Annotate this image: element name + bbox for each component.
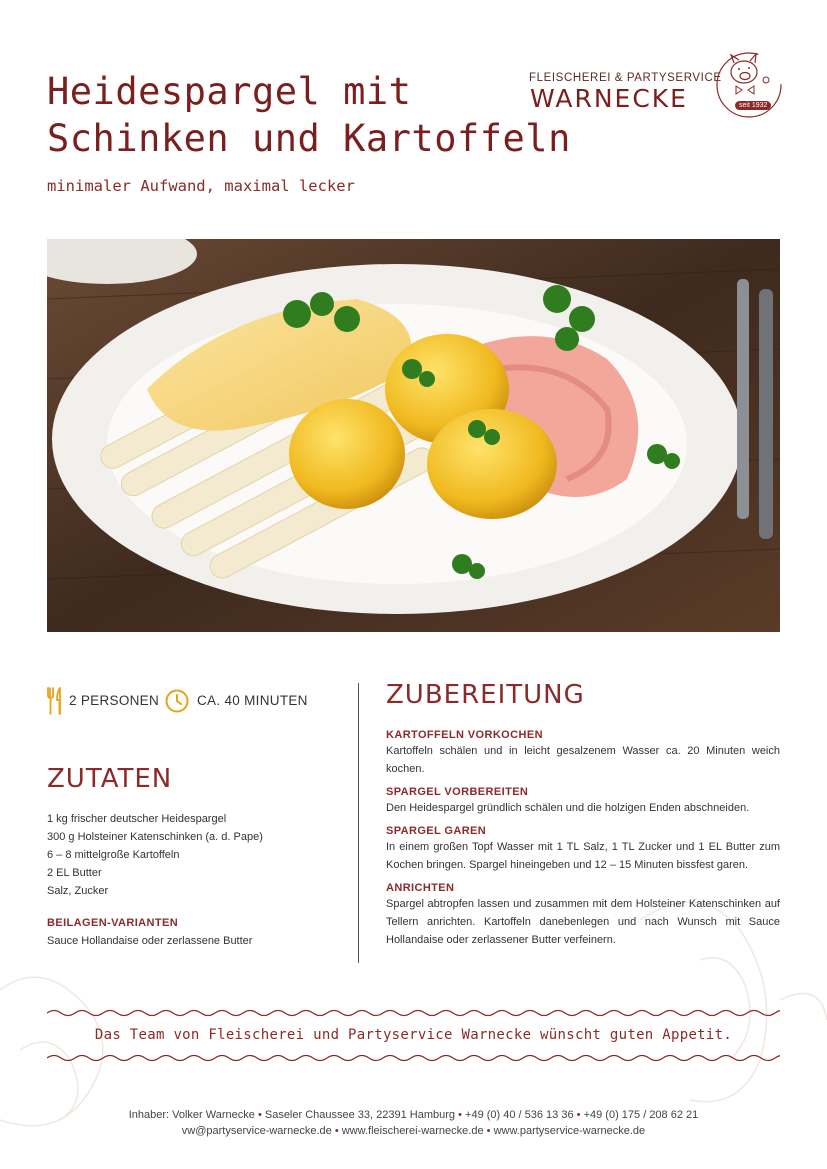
ingredients-list bbox=[47, 810, 263, 900]
step-item bbox=[386, 881, 780, 949]
persons-label: 2 PERSONEN bbox=[69, 693, 160, 708]
ingredient-item: 2 EL Butter bbox=[47, 867, 102, 879]
footer-separator: • bbox=[334, 1125, 339, 1137]
step-title: SPARGEL GAREN bbox=[386, 825, 487, 837]
step-title: ANRICHTEN bbox=[386, 882, 455, 894]
variants-text: Sauce Hollandaise oder zerlassene Butter bbox=[47, 935, 253, 947]
recipe-photo bbox=[47, 239, 780, 632]
step-title: SPARGEL VORBEREITEN bbox=[386, 786, 529, 798]
recipe-title-line1: Heidespargel mit bbox=[47, 70, 412, 113]
ingredient-item: 6 – 8 mittelgroße Kartoffeln bbox=[47, 849, 180, 861]
time-label: CA. 40 MINUTEN bbox=[197, 693, 308, 708]
ingredient-item: Salz, Zucker bbox=[47, 885, 109, 897]
column-divider bbox=[358, 683, 359, 963]
footer-separator: • bbox=[257, 1109, 262, 1121]
footer-address: Saseler Chaussee 33, 22391 Hamburg bbox=[264, 1109, 456, 1121]
step-item bbox=[386, 824, 780, 874]
footer-separator: • bbox=[458, 1109, 462, 1121]
preparation-steps bbox=[386, 728, 780, 956]
recipe-title bbox=[47, 68, 571, 162]
variants-heading: BEILAGEN-VARIANTEN bbox=[47, 917, 179, 929]
step-item bbox=[386, 785, 780, 817]
footer-phone1: +49 (0) 40 / 536 13 36 bbox=[465, 1109, 574, 1121]
step-text: In einem großen Topf Wasser mit 1 TL Salz, 1 TL Zucker und 1 EL Butter zum Kochen bringen. Spargel hineingeben und 12 – 15 Minuten bissfest garen. bbox=[386, 841, 780, 871]
footer-owner: Inhaber: Volker Warnecke bbox=[128, 1109, 255, 1121]
footer-website2[interactable]: www.partyservice-warnecke.de bbox=[493, 1125, 646, 1137]
wave-divider-bottom bbox=[47, 1053, 780, 1063]
footer-line2 bbox=[0, 1125, 827, 1137]
step-text: Spargel abtropfen lassen und zusammen mit dem Holsteiner Katenschinken auf Tellern anrichten. Kartoffeln danebenlegen und nach Wunsch mit Sauce Hollandaise oder zerlassener Butter verfeinern. bbox=[386, 898, 780, 946]
footer-line1 bbox=[0, 1109, 827, 1121]
footer-website1[interactable]: www.fleischerei-warnecke.de bbox=[341, 1125, 484, 1137]
preparation-heading: ZUBEREITUNG bbox=[386, 680, 585, 710]
logo-line1: FLEISCHEREI & PARTYSERVICE bbox=[529, 72, 722, 84]
recipe-subtitle: minimaler Aufwand, maximal lecker bbox=[47, 177, 355, 195]
footer-separator: • bbox=[486, 1125, 491, 1137]
company-logo bbox=[526, 50, 784, 120]
footer-separator: • bbox=[576, 1109, 581, 1121]
recipe-meta bbox=[47, 686, 347, 716]
step-item bbox=[386, 728, 780, 778]
logo-line2: WARNECKE bbox=[530, 84, 688, 113]
step-text: Kartoffeln schälen und in leicht gesalzenem Wasser ca. 20 Minuten weich kochen. bbox=[386, 745, 780, 775]
wave-divider-top bbox=[47, 1008, 780, 1018]
footer-email[interactable]: vw@partyservice-warnecke.de bbox=[181, 1125, 332, 1137]
ingredient-item: 300 g Holsteiner Katenschinken (a. d. Pape) bbox=[47, 831, 263, 843]
step-title: KARTOFFELN VORKOCHEN bbox=[386, 729, 543, 741]
ingredient-item: 1 kg frischer deutscher Heidespargel bbox=[47, 813, 227, 825]
footer-phone2: +49 (0) 175 / 208 62 21 bbox=[583, 1109, 699, 1121]
recipe-title-line2: Schinken und Kartoffeln bbox=[47, 117, 571, 160]
greeting-text: Das Team von Fleischerei und Partyservice Warnecke wünscht guten Appetit. bbox=[94, 1027, 733, 1043]
ingredients-heading: ZUTATEN bbox=[47, 764, 173, 794]
cutlery-icon bbox=[47, 686, 63, 716]
clock-icon bbox=[165, 689, 189, 713]
logo-since-badge: seit 1932 bbox=[735, 101, 771, 110]
step-text: Den Heidespargel gründlich schälen und die holzigen Enden abschneiden. bbox=[386, 802, 750, 814]
